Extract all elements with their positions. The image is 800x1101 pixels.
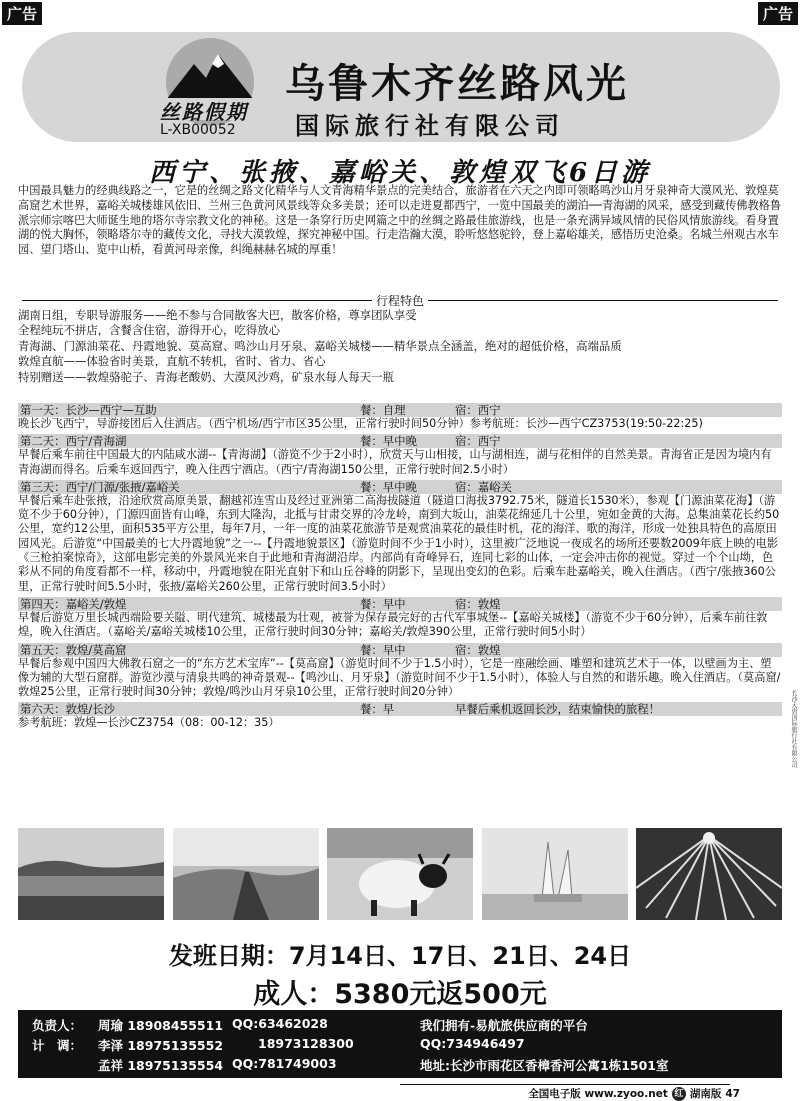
day-header [18, 434, 782, 448]
side-vertical-text: 长沙大唐国际旅行社有限公司 [790, 690, 797, 768]
day-body: 早餐后乘车赴张掖，沿途欣赏高原美景，翻越祁连雪山及经过亚洲第二高海拔隧道（隧道口海拔3792.75米，隧道长1530米），参观【门源油菜花海】（游览不少于60分钟），门源四面皆有山峰，东到大隆沟，北抵与甘肃交界的冷龙岭，南到大坂山，油菜花绵延几十公里，宛如金黄的大海。总集油菜花长约50公里，宽约12公里，面积535平方公里，每年7月，一年一度的油菜花旅游节是观赏油菜花的最佳时机，花的海洋、歌的海洋，形成一处独具特色的高原田园风光。后游览“中国最美的七大丹霞地貌”之一--【丹霞地貌景区】（游览时间不少于1小时），这里被广泛地说一夜成名的场所还要数2009年底上映的电影《三枪拍案惊奇》，这部电影完美的外景风光来自于此地和青海湖沿岸。内部尚有奇峰异石，连同七彩的山体，一定会冲击你的视觉。穿过一个个山坳，色彩从不同的角度看都不一样，移动中，丹霞地貌在阳光直射下和山丘谷峰的阴影下，呈现出变幻的色彩。后乘车赴嘉峪关，晚入住酒店。（西宁/张掖360公里，正常行驶时间5.5小时，张掖/嘉峪关260公里，正常行驶时间3.5小时） [18, 493, 780, 593]
day-title: 第二天：西宁/青海湖 [20, 434, 127, 449]
day-stay: 宿：西宁 [455, 403, 501, 417]
planner-2-phone: 孟祥 18975135554 [98, 1058, 224, 1073]
manager-label: 负责人： [32, 1018, 83, 1033]
day-header [18, 702, 782, 716]
logo-script-text: 丝路假期 [160, 100, 248, 124]
footer [528, 1086, 740, 1101]
day-stay: 宿：嘉峪关 [455, 479, 512, 494]
manager-qq: QQ:63462028 [232, 1016, 328, 1031]
day-stay: 宿：敦煌 [455, 596, 501, 611]
prayer-flags-photo [636, 828, 782, 920]
day-meal: 餐：早 [360, 702, 395, 717]
day-title: 第一天：长沙—西宁—互助 [20, 403, 157, 417]
feature-line: 青海湖、门源油菜花、丹霞地貌、莫高窟、鸣沙山月牙泉、嘉峪关城楼——精华景点全涵盖，绝对的超低价格，高端品质 [18, 338, 622, 353]
page-number: 47 [725, 1087, 740, 1100]
planner-label: 计 调： [32, 1038, 83, 1053]
day-body: 早餐后游览万里长城西端险要关隘、明代建筑、城楼最为壮观，被誉为保存最完好的古代军事城堡--【嘉峪关城楼】（游览不少于60分钟），后乘车前往敦煌，晚入住酒店。（嘉峪关/嘉峪关城楼10公里，正常行驶时间30分钟；嘉峪关/敦煌390公里，正常行驶时间5小时） [18, 610, 768, 639]
day-title: 第三天：西宁/门源/张掖/嘉峪关 [20, 479, 180, 494]
day-stay: 宿：西宁 [455, 434, 501, 449]
day-meal: 餐：早中 [360, 642, 406, 657]
yak-photo [327, 828, 473, 920]
day-meal: 餐：早中晚 [360, 434, 417, 449]
company-name: 乌鲁木齐丝路风光 [285, 61, 629, 107]
footer-divider [400, 1084, 730, 1085]
day-title: 第六天：敦煌/长沙 [20, 702, 115, 717]
agency-address: 地址:长沙市雨花区香樟香河公寓1栋1501室 [420, 1058, 669, 1073]
feature-line: 敦煌直航——体验省时美景，直航不转机，省时、省力、省心 [18, 354, 326, 369]
features-heading [18, 292, 782, 309]
manager-phone: 周瑜 18908455511 [98, 1018, 224, 1033]
feature-line: 特别赠送——敦煌骆驼子、青海老酸奶、大漠风沙鸡，矿泉水每人每天一瓶 [18, 369, 394, 384]
price: 成人：5380元返500元 [253, 979, 547, 1010]
features-heading-text: 行程特色 [376, 294, 425, 308]
intro-paragraph: 中国最具魅力的经典线路之一，它是的丝绸之路文化精华与人文青海精华景点的完美结合，旅游者在六天之内即可领略鸣沙山月牙泉神奇大漠风光、敦煌莫高窟艺术世界，嘉峪关城楼雄风依旧、兰州三色黄河风景线等众多美景；还可以走进夏都西宁，一览中国最美的湖泊──青海湖的风采，感受到藏传佛教格鲁派宗师宗喀巴大师诞生地的塔尔寺宗教文化的神秘。这是一条穿行历史网篇之中的丝绸之路最佳旅游线，也是一条充满异域风情的民俗风情旅游线。看身置湖的悦大胸怀，领略塔尔寺的藏传文化，寻找大漠敦煌，探究神秘中国。行走浩瀚大漠，聆听悠悠驼铃，登上嘉峪雄关，感悟历史沧桑。名城兰州观古水车园、望门塔山、览中山桥，看黄河母亲像，纠绳赫赫名城的厚重！ [18, 184, 782, 257]
day-header [18, 403, 782, 417]
ad-label-left: 广告 [2, 2, 42, 25]
feature-line: 全程纯玩不拼店，含餐含住宿，游得开心，吃得放心 [18, 323, 280, 338]
ad-label-right: 广告 [758, 2, 798, 25]
planner-phone-2: 18973128300 [258, 1036, 354, 1051]
day-body: 早餐后参观中国四大佛教石窟之一的“东方艺术宝库”--【莫高窟】（游览时间不少于1.5小时），它是一座融绘画、雕塑和建筑艺术于一体，以壁画为主、塑像为辅的大型石窟群。游览沙漠与清泉共鸣的神奇景观--【鸣沙山、月牙泉】（游览时间不少于1.5小时），体验人与自然的和谐乐趣。晚入住酒店。（莫高窟/敦煌25公里，正常行驶时间30分钟；敦煌/鸣沙山月牙泉10公里，正常行驶时间20分钟） [18, 656, 781, 699]
desert-road-photo [173, 828, 319, 920]
planner-phone: 李泽 18975135552 [98, 1038, 224, 1053]
company-subtitle: 国际旅行社有限公司 [295, 112, 565, 140]
logo-code: L-XB00052 [160, 122, 236, 138]
footer-edition: 全国电子版 www.zyoo.net [528, 1088, 668, 1100]
day-header [18, 480, 782, 494]
day-title: 第五天：敦煌/莫高窟 [20, 642, 127, 657]
day-header [18, 643, 782, 657]
day-meal: 餐：早中 [360, 596, 406, 611]
tour-title: 西宁、张掖、嘉峪关、敦煌双飞6日游 [148, 158, 652, 188]
day-meal: 餐：自理 [360, 403, 406, 417]
day-header [18, 597, 782, 611]
itinerary [18, 400, 782, 731]
agency-qq: QQ:734946497 [420, 1036, 525, 1051]
day-body: 早餐后乘车前往中国最大的内陆咸水湖--【青海湖】（游览不少于2小时），欣赏天与山相接，山与湖相连，湖与花相伴的自然美景。青海省正是因为境内有青海湖而得名。后乘车返回西宁，晚入住西宁酒店。（西宁/青海湖150公里，正常行驶时间2.5小时） [18, 448, 772, 476]
planner-2-qq: QQ:781749003 [232, 1056, 337, 1071]
day-meal: 餐：早中晚 [360, 479, 417, 494]
contact-panel [18, 1010, 782, 1078]
day-stay: 宿：敦煌 [455, 642, 501, 657]
platform-text: 我们拥有-易航旅供应商的平台 [420, 1018, 588, 1033]
photo-strip [18, 828, 782, 920]
day-stay: 早餐后乘机返回长沙，结束愉快的旅程！ [455, 702, 661, 717]
lake-photo [18, 828, 164, 920]
footer-badge-icon: 红 [672, 1087, 686, 1101]
footer-region: 湖南版 [689, 1088, 722, 1100]
departure-dates: 发班日期：7月14日、17日、21日、24日 [168, 942, 632, 970]
day-title: 第四天：嘉峪关/敦煌 [20, 596, 127, 611]
monument-photo [482, 828, 628, 920]
features-list [18, 308, 782, 385]
day-body: 参考航班：敦煌—长沙CZ3754（08：00-12：35） [18, 716, 280, 730]
feature-line: 湖南日组，专职导游服务——绝不参与合同散客大巴，散客价格，尊享团队享受 [18, 308, 417, 322]
day-body: 晚长沙飞西宁，导游接团后入住酒店。（西宁机场/西宁市区35公里，正常行驶时间50分钟）参考航班：长沙—西宁CZ3753(19:50-22:25) [18, 417, 703, 430]
